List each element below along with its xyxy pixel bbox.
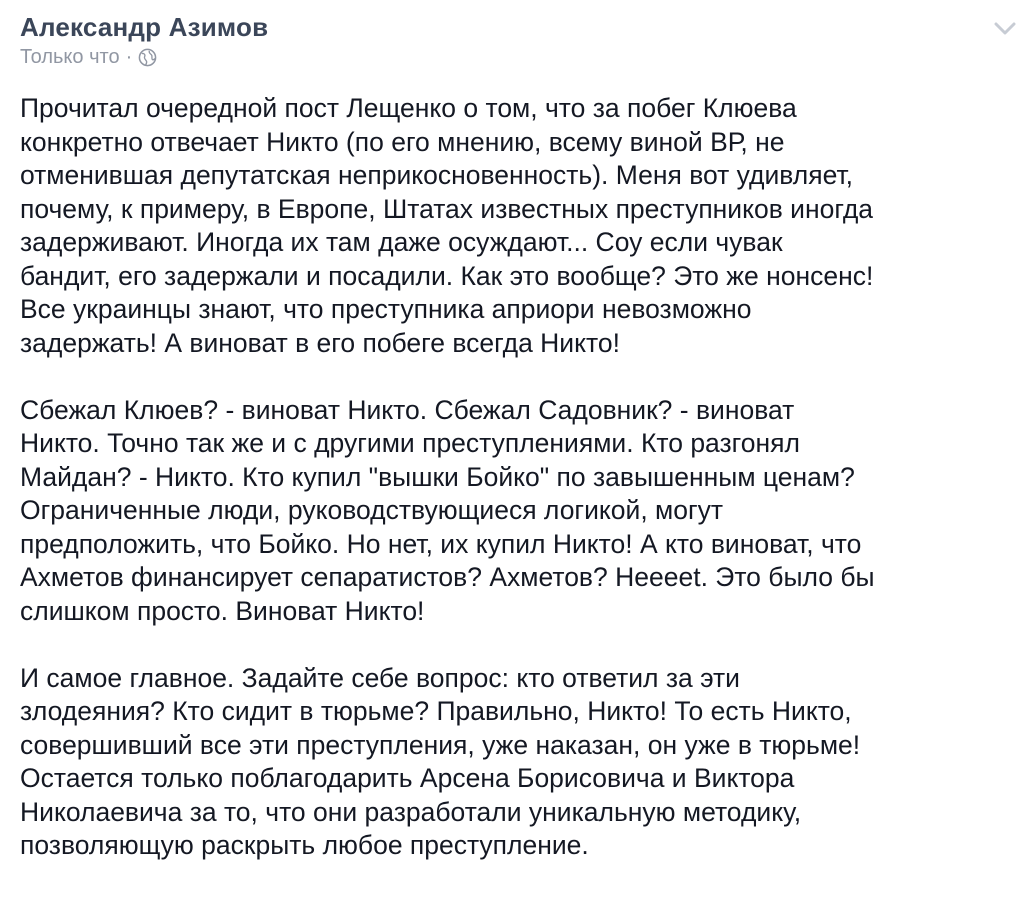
post-body bbox=[20, 92, 1020, 896]
text-line: Ограниченные люди, руководствующиеся логикой, могут bbox=[20, 495, 724, 525]
text-line: почему, к примеру, в Европе, Штатах известных преступников иногда bbox=[20, 193, 874, 224]
text-line: бандит, его задержали и посадили. Как это вообще? Это же нонсенс! bbox=[20, 260, 874, 291]
post-paragraph-1 bbox=[20, 92, 1020, 360]
text-line: Прочитал очередной пост Лещенко о том, что за побег Клюева bbox=[20, 93, 797, 123]
text-line: Никто. Точно так же и с другими преступлениями. Кто разгонял bbox=[20, 428, 800, 458]
text-line: Ахметов финансирует сепаратистов? Ахметов? Нееееt. Это было бы bbox=[20, 562, 875, 592]
globe-icon[interactable] bbox=[138, 48, 157, 67]
text-line: Все украинцы знают, что преступника априори невозможно bbox=[20, 294, 752, 324]
text-line: Николаевича за то, что они разработали уникальную методику, bbox=[20, 796, 802, 827]
meta-separator: · bbox=[125, 46, 133, 68]
post-paragraph-2 bbox=[20, 394, 1020, 629]
text-line: конкретно отвечает Никто (по его мнению, всему виной ВР, не bbox=[20, 126, 785, 157]
text-line: Остается только поблагодарить Арсена Борисовича и Виктора bbox=[20, 763, 795, 793]
text-line: Сбежал Клюев? - виноват Никто. Сбежал Садовник? - виноват bbox=[20, 394, 795, 425]
text-line: задержать! А виноват в его побеге всегда Никто! bbox=[20, 327, 620, 358]
text-line: предположить, что Бойко. Но нет, их купил Никто! А кто виноват, что bbox=[20, 528, 862, 559]
text-line: И самое главное. Задайте себе вопрос: кто ответил за эти bbox=[20, 662, 740, 693]
text-line: совершивший все эти преступления, уже наказан, он уже в тюрьме! bbox=[20, 729, 861, 760]
text-line: Майдан? - Никто. Кто купил "вышки Бойко" по завышенным ценам? bbox=[20, 461, 855, 492]
post-timestamp[interactable]: Только что bbox=[20, 46, 120, 68]
text-line: позволяющую раскрыть любое преступление. bbox=[20, 830, 589, 860]
text-line: злодеяния? Кто сидит в тюрьме? Правильно, Никто! То есть Никто, bbox=[20, 696, 852, 726]
text-line: слишком просто. Виноват Никто! bbox=[20, 595, 425, 626]
chevron-down-icon[interactable] bbox=[994, 22, 1016, 36]
text-line: отменившая депутатская неприкосновенность). Меня вот удивляет, bbox=[20, 160, 854, 190]
post-paragraph-3 bbox=[20, 662, 1020, 863]
text-line: задерживают. Иногда их там даже осуждают... Соу если чувак bbox=[20, 227, 783, 257]
author-name[interactable]: Александр Азимов bbox=[20, 12, 269, 42]
post-meta bbox=[20, 46, 157, 69]
